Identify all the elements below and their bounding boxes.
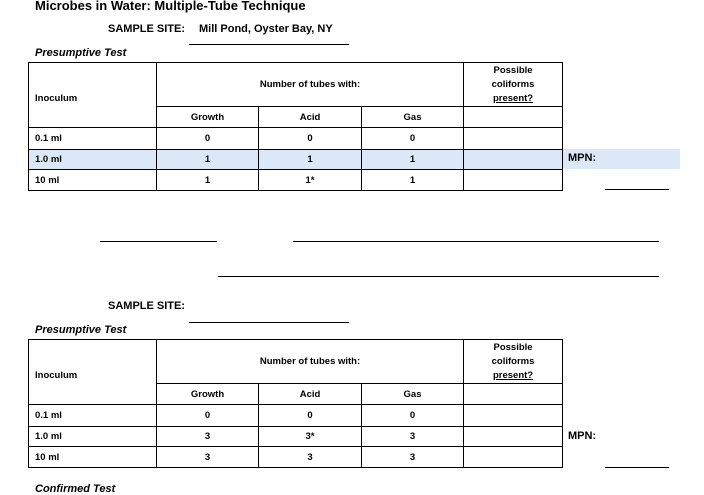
possible-coliforms-header bbox=[464, 63, 563, 107]
acid-cell[interactable]: 1 bbox=[259, 150, 362, 170]
coliform-cell[interactable] bbox=[464, 405, 563, 427]
sample-site-underline bbox=[189, 44, 349, 45]
growth-cell[interactable]: 1 bbox=[157, 150, 259, 170]
coliform-header-line: coliforms bbox=[491, 355, 535, 367]
inoculum-cell: 0.1 ml bbox=[29, 128, 157, 150]
coliform-cell[interactable] bbox=[464, 384, 563, 405]
gas-cell[interactable]: 1 bbox=[362, 150, 464, 170]
confirmed-test-label: Confirmed Test bbox=[35, 483, 116, 495]
inoculum-cell: 0.1 ml bbox=[29, 405, 157, 427]
growth-cell[interactable]: 3 bbox=[157, 427, 259, 447]
table-row-highlighted bbox=[29, 150, 563, 170]
mpn-answer-line bbox=[605, 189, 669, 190]
table-row bbox=[29, 427, 563, 447]
inoculum-header: Inoculum bbox=[29, 340, 157, 405]
table-row bbox=[29, 405, 563, 427]
growth-cell[interactable]: 3 bbox=[157, 447, 259, 468]
inoculum-cell: 1.0 ml bbox=[29, 427, 157, 447]
coliform-header-line: Possible bbox=[493, 341, 533, 353]
coliform-cell[interactable] bbox=[464, 150, 563, 170]
inoculum-cell: 1.0 ml bbox=[29, 150, 157, 170]
gas-cell[interactable]: 3 bbox=[362, 427, 464, 447]
sample-site-label: SAMPLE SITE: bbox=[108, 300, 186, 312]
answer-line bbox=[293, 241, 659, 242]
gas-cell[interactable]: 1 bbox=[362, 170, 464, 191]
answer-line bbox=[218, 276, 659, 277]
coliform-cell[interactable] bbox=[464, 107, 563, 128]
acid-header: Acid bbox=[259, 384, 362, 405]
table-row bbox=[29, 447, 563, 468]
sample-site-underline bbox=[189, 322, 349, 323]
tubes-group-header: Number of tubes with: bbox=[157, 63, 464, 107]
mpn-answer-line bbox=[605, 467, 669, 468]
acid-cell[interactable]: 0 bbox=[259, 405, 362, 427]
inoculum-header: Inoculum bbox=[29, 63, 157, 128]
coliform-cell[interactable] bbox=[464, 427, 563, 447]
acid-cell[interactable]: 3* bbox=[259, 427, 362, 447]
growth-header: Growth bbox=[157, 384, 259, 405]
coliform-cell[interactable] bbox=[464, 128, 563, 150]
gas-header: Gas bbox=[362, 384, 464, 405]
sample-site-value[interactable]: Mill Pond, Oyster Bay, NY bbox=[199, 23, 333, 35]
acid-cell[interactable]: 1* bbox=[259, 170, 362, 191]
page-title: Microbes in Water: Multiple-Tube Technique bbox=[35, 0, 306, 13]
mpn-label: MPN: bbox=[568, 152, 597, 164]
answer-line bbox=[100, 241, 217, 242]
coliform-cell[interactable] bbox=[464, 447, 563, 468]
table-row bbox=[29, 170, 563, 191]
acid-header: Acid bbox=[259, 107, 362, 128]
coliform-cell[interactable] bbox=[464, 170, 563, 191]
gas-header: Gas bbox=[362, 107, 464, 128]
growth-cell[interactable]: 0 bbox=[157, 405, 259, 427]
gas-cell[interactable]: 0 bbox=[362, 128, 464, 150]
mpn-label: MPN: bbox=[568, 430, 597, 442]
possible-coliforms-header bbox=[464, 340, 563, 384]
presumptive-test-table bbox=[28, 62, 563, 191]
growth-cell[interactable]: 0 bbox=[157, 128, 259, 150]
gas-cell[interactable]: 3 bbox=[362, 447, 464, 468]
inoculum-cell: 10 ml bbox=[29, 447, 157, 468]
tubes-group-header: Number of tubes with: bbox=[157, 340, 464, 384]
presumptive-test-table bbox=[28, 339, 563, 468]
coliform-header-line: coliforms bbox=[491, 78, 535, 90]
coliform-header-line: present? bbox=[492, 369, 534, 381]
acid-cell[interactable]: 3 bbox=[259, 447, 362, 468]
gas-cell[interactable]: 0 bbox=[362, 405, 464, 427]
growth-cell[interactable]: 1 bbox=[157, 170, 259, 191]
acid-cell[interactable]: 0 bbox=[259, 128, 362, 150]
coliform-header-line: present? bbox=[492, 92, 534, 104]
inoculum-cell: 10 ml bbox=[29, 170, 157, 191]
growth-header: Growth bbox=[157, 107, 259, 128]
table-row bbox=[29, 128, 563, 150]
sample-site-label: SAMPLE SITE: bbox=[108, 23, 186, 35]
presumptive-test-label: Presumptive Test bbox=[35, 47, 127, 59]
coliform-header-line: Possible bbox=[493, 64, 533, 76]
presumptive-test-label: Presumptive Test bbox=[35, 324, 127, 336]
